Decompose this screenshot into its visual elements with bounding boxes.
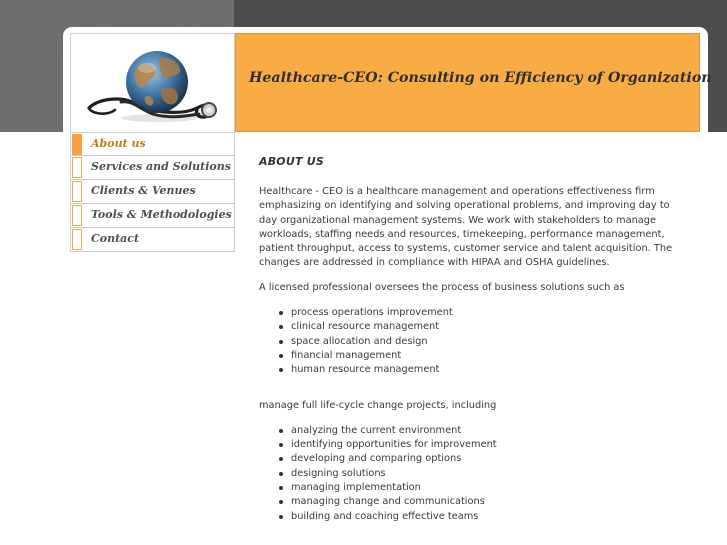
list-item: human resource management: [291, 363, 689, 377]
solutions-list: [259, 306, 689, 377]
site-title: Healthcare-CEO: Consulting on Efficiency of Organization: [249, 70, 712, 86]
change-projects-list: [259, 424, 689, 524]
header-banner: [235, 33, 712, 132]
nav-item-contact[interactable]: [70, 228, 235, 252]
nav-label-tools-and-methodologies: Tools & Methodologies: [91, 208, 232, 221]
globe-with-stethoscope-icon: [81, 44, 226, 124]
lead-paragraph-2: manage full life-cycle change projects, including: [259, 399, 497, 411]
list-item: financial management: [291, 349, 689, 363]
list-item: developing and comparing options: [291, 452, 689, 466]
nav-label-services-and-solutions: Services and Solutions: [91, 160, 231, 173]
list-item: designing solutions: [291, 467, 689, 481]
nav-marker: [72, 134, 82, 155]
nav-label-clients-and-venues: Clients & Venues: [91, 184, 196, 197]
list-item: space allocation and design: [291, 335, 689, 349]
list-item: clinical resource management: [291, 320, 689, 334]
nav-marker: [72, 157, 82, 178]
list-item: managing implementation: [291, 481, 689, 495]
intro-paragraph: Healthcare - CEO is a healthcare management and operations effectiveness firm emphasizing on identifying and solving operational problems, and improving day to day organizational management systems. We work with stakeholders to manage workloads, staffing needs and resources, timekeeping, performance management, patient throughput, access to systems, customer service and talent acquisition. The changes are addressed in compliance with HIPAA and OSHA guidelines.: [259, 186, 673, 269]
list-item: building and coaching effective teams: [291, 510, 689, 524]
sidebar-nav: [70, 132, 235, 252]
nav-item-services-and-solutions[interactable]: [70, 156, 235, 180]
nav-item-about-us[interactable]: [70, 132, 235, 156]
nav-marker: [72, 229, 82, 250]
nav-item-tools-and-methodologies[interactable]: [70, 204, 235, 228]
nav-marker: [72, 205, 82, 226]
nav-item-clients-and-venues[interactable]: [70, 180, 235, 204]
nav-label-about-us: About us: [91, 137, 146, 150]
list-item: identifying opportunities for improvement: [291, 438, 689, 452]
nav-label-contact: Contact: [91, 232, 140, 245]
list-item: process operations improvement: [291, 306, 689, 320]
logo[interactable]: [70, 33, 235, 133]
list-item: analyzing the current environment: [291, 424, 689, 438]
list-item: managing change and communications: [291, 495, 689, 509]
lead-paragraph-1: A licensed professional oversees the process of business solutions such as: [259, 281, 625, 293]
page-heading: ABOUT US: [259, 155, 324, 168]
main-content: [259, 155, 689, 524]
nav-marker: [72, 181, 82, 202]
